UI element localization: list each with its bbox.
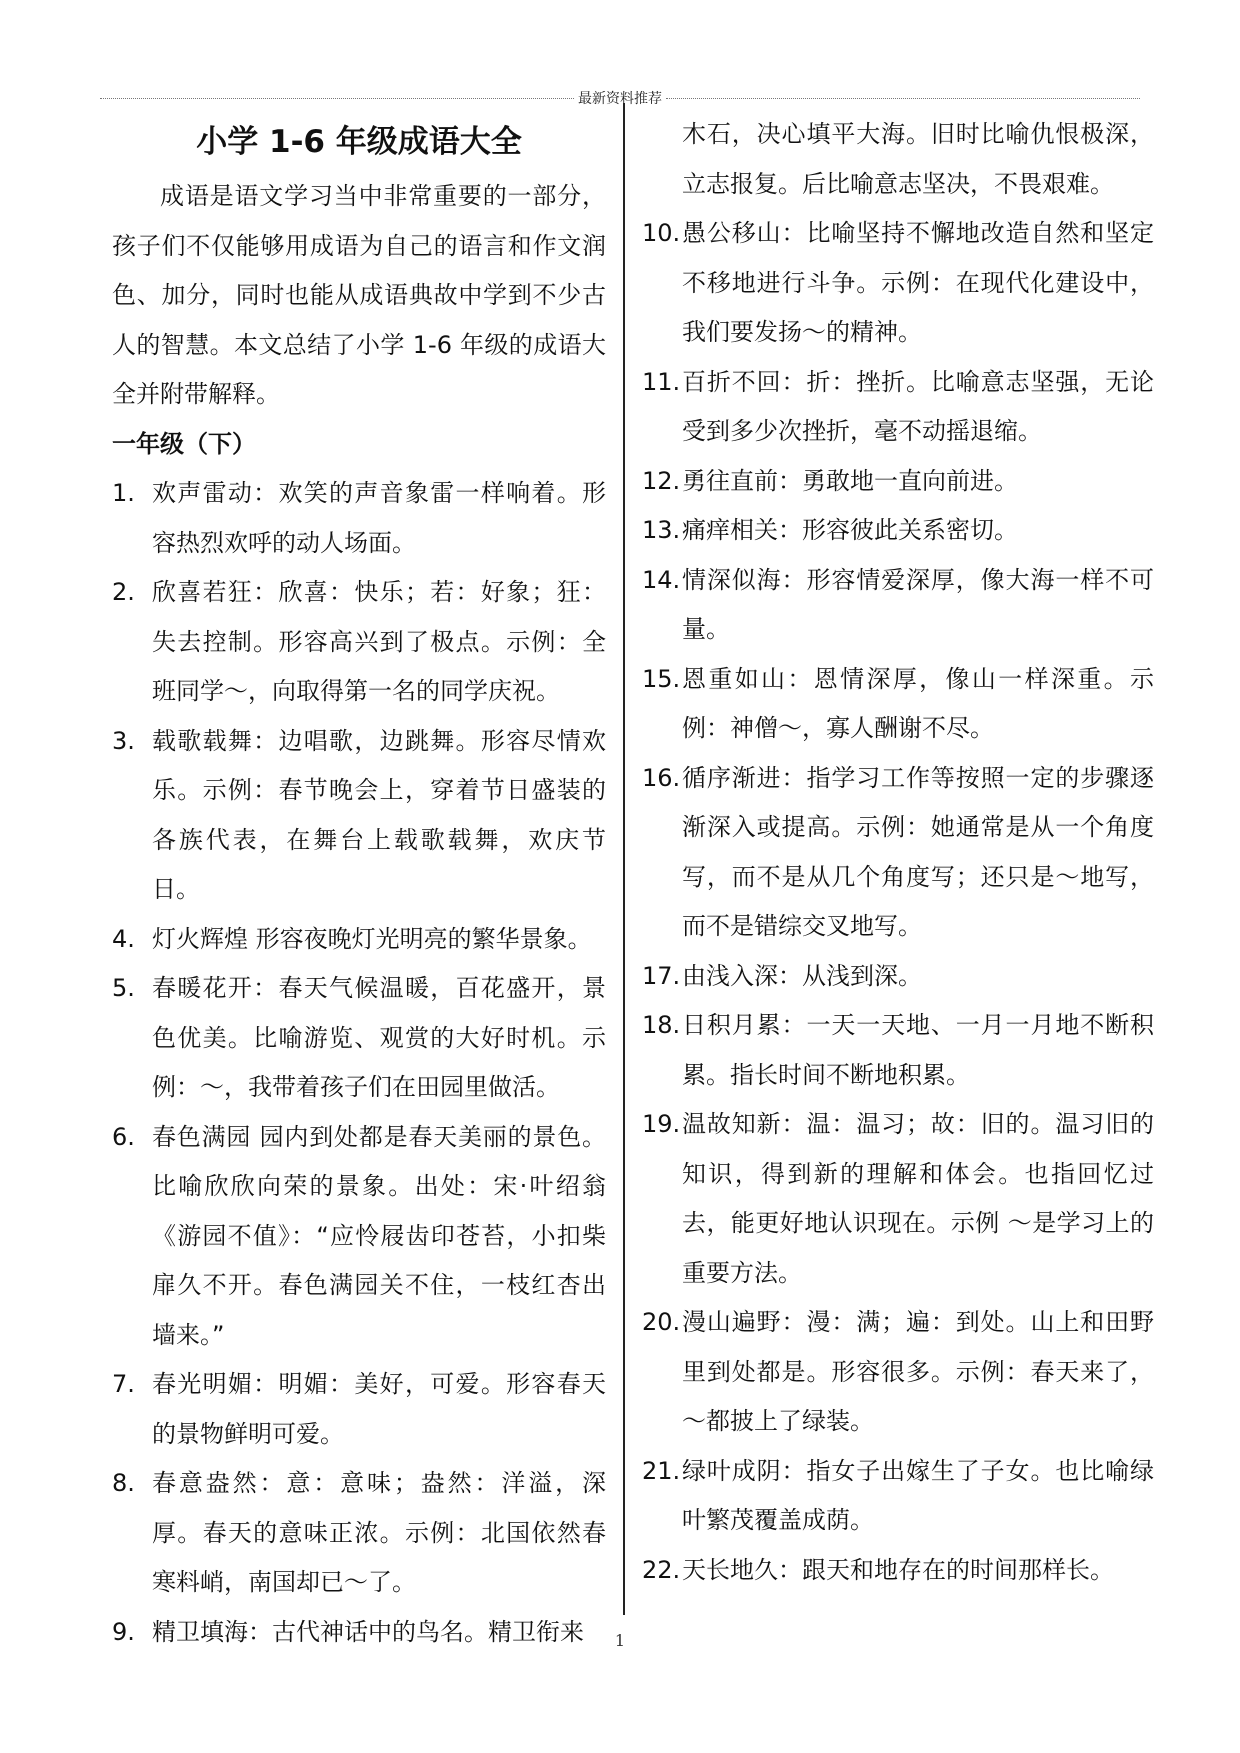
entry-number: 4. [112,924,135,953]
entry-number: 1. [112,479,135,507]
entry-text: 欣喜若狂：欣喜：快乐；若：好象；狂：失去控制。形容高兴到了极点。示例：全班同学～，向取得第一名的同学庆祝。 [152,578,606,705]
idiom-entry-22 [642,1546,1154,1596]
entry-number: 3. [112,726,135,755]
entry-number: 15. [642,664,681,693]
entry-number: 19. [642,1110,681,1138]
entry-text: 天长地久：跟天和地存在的时间那样长。 [682,1555,1114,1584]
entry-number: 21. [642,1456,681,1485]
section-heading: 一年级（下） [112,429,256,458]
entry-text: 愚公移山：比喻坚持不懈地改造自然和坚定不移地进行斗争。示例：在现代化建设中，我们要发扬～的精神。 [682,219,1154,346]
idiom-entry-10 [642,209,1154,358]
entry-number: 12. [642,466,681,495]
entry-9-continuation: 木石，决心填平大海。旧时比喻仇恨极深，立志报复。后比喻意志坚决，不畏艰难。 [682,120,1154,198]
column-divider [623,103,625,1615]
idiom-entry-2 [112,568,606,717]
page-header [100,88,1140,108]
entry-number: 8. [112,1469,135,1497]
entry-number: 6. [112,1122,135,1151]
idiom-entry-21 [642,1447,1154,1546]
document-title: 小学 1-6 年级成语大全 [196,124,522,160]
entry-text: 痛痒相关：形容彼此关系密切。 [682,516,1018,544]
intro-paragraph: 成语是语文学习当中非常重要的一部分，孩子们不仅能够用成语为自己的语言和作文润色、加分，同时也能从成语典故中学到不少古人的智慧。本文总结了小学 1-6 年级的成语大全并附带解释。 [112,182,606,408]
idiom-entry-7 [112,1360,606,1459]
entry-number: 13. [642,516,681,544]
entry-number: 14. [642,565,681,594]
entry-number: 5. [112,974,135,1002]
idiom-entry-13 [642,506,1154,556]
idiom-entry-1 [112,469,606,568]
entry-number: 7. [112,1370,135,1398]
entry-number: 17. [642,961,681,990]
header-dotted-line-right [666,98,1140,99]
entry-number: 18. [642,1011,681,1039]
idiom-entry-4 [112,915,606,965]
entry-text: 由浅入深：从浅到深。 [682,961,922,990]
entry-text: 日积月累：一天一天地、一月一月地不断积累。指长时间不断地积累。 [682,1011,1154,1089]
idiom-entry-14 [642,556,1154,655]
entry-number: 11. [642,367,681,396]
entry-text: 绿叶成阴：指女子出嫁生了子女。也比喻绿叶繁茂覆盖成荫。 [682,1456,1154,1534]
idiom-entry-8 [112,1459,606,1608]
entry-number: 22. [642,1555,681,1584]
idiom-entry-19 [642,1100,1154,1298]
entry-text: 载歌载舞：边唱歌，边跳舞。形容尽情欢乐。示例：春节晚会上，穿着节日盛装的各族代表，在舞台上载歌载舞，欢庆节日。 [152,726,606,903]
entry-text: 灯火辉煌 形容夜晚灯光明亮的繁华景象。 [152,924,592,953]
entry-text: 春意盎然：意：意味；盎然：洋溢，深厚。春天的意味正浓。示例：北国依然春寒料峭，南国却已～了。 [152,1469,606,1596]
entry-number: 9. [112,1617,135,1646]
entry-text: 精卫填海：古代神话中的鸟名。精卫衔来 [152,1617,584,1646]
entry-text: 春光明媚：明媚：美好，可爱。形容春天的景物鲜明可爱。 [152,1370,606,1448]
idiom-entry-17 [642,952,1154,1002]
left-column [112,110,606,1657]
entry-number: 10. [642,219,681,247]
entry-text: 情深似海：形容情爱深厚，像大海一样不可量。 [682,565,1154,643]
entry-number: 2. [112,578,135,606]
entry-text: 温故知新：温：温习；故：旧的。温习旧的知识，得到新的理解和体会。也指回忆过去，能更好地认识现在。示例 ～是学习上的重要方法。 [682,1110,1154,1287]
right-column [642,110,1154,1595]
idiom-entry-11 [642,358,1154,457]
page-number: 1 [614,1631,626,1650]
entry-text: 百折不回：折：挫折。比喻意志坚强，无论受到多少次挫折，毫不动摇退缩。 [682,367,1154,445]
idiom-entry-18 [642,1001,1154,1100]
idiom-entry-20 [642,1298,1154,1447]
idiom-entry-6 [112,1113,606,1361]
header-dotted-line-left [100,98,574,99]
entry-text: 春色满园 园内到处都是春天美丽的景色。比喻欣欣向荣的景象。出处：宋·叶绍翁《游园不值》：“应怜屐齿印苍苔，小扣柴扉久不开。春色满园关不住，一枝红杏出墙来。” [152,1122,606,1349]
idiom-entry-3 [112,717,606,915]
entry-text: 循序渐进：指学习工作等按照一定的步骤逐渐深入或提高。示例：她通常是从一个角度写，而不是从几个角度写；还只是～地写，而不是错综交叉地写。 [682,763,1154,940]
entry-number: 20. [642,1308,681,1336]
entry-text: 漫山遍野：漫：满；遍：到处。山上和田野里到处都是。形容很多。示例：春天来了，～都披上了绿装。 [682,1308,1154,1435]
idiom-entry-16 [642,754,1154,952]
entry-number: 16. [642,763,681,792]
entry-text: 欢声雷动：欢笑的声音象雷一样响着。形容热烈欢呼的动人场面。 [152,479,606,557]
idiom-entry-5 [112,964,606,1113]
idiom-entry-15 [642,655,1154,754]
entry-text: 春暖花开：春天气候温暖，百花盛开，景色优美。比喻游览、观赏的大好时机。示例：～，我带着孩子们在田园里做活。 [152,974,606,1101]
header-text: 最新资料推荐 [578,91,662,107]
idiom-entry-12 [642,457,1154,507]
entry-text: 恩重如山：恩情深厚，像山一样深重。示例：神僧～，寡人酬谢不尽。 [682,664,1154,742]
entry-text: 勇往直前：勇敢地一直向前进。 [682,466,1018,495]
